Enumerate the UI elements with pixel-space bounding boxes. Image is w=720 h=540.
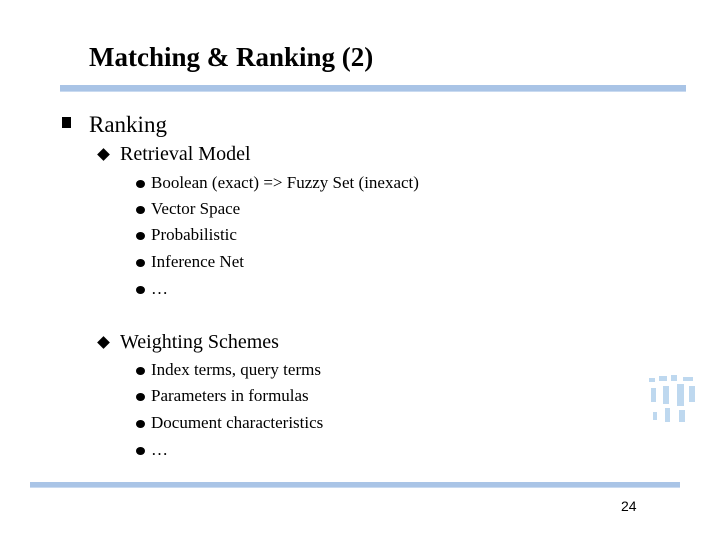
list-item: Parameters in formulas [151, 386, 309, 405]
section-weighting-schemes: Weighting Schemes [120, 331, 279, 353]
round-bullet-icon [136, 180, 145, 188]
outline-top-item: Ranking [89, 112, 167, 137]
slide-title: Matching & Ranking (2) [89, 42, 374, 72]
footer-divider [30, 482, 680, 488]
list-item: Vector Space [151, 199, 241, 218]
list-item: … [151, 440, 168, 459]
round-bullet-icon [136, 367, 145, 375]
diamond-bullet-icon [97, 336, 110, 349]
square-bullet-icon [62, 117, 71, 128]
list-item: Index terms, query terms [151, 360, 321, 379]
round-bullet-icon [136, 420, 145, 428]
round-bullet-icon [136, 286, 145, 294]
section-retrieval-model: Retrieval Model [120, 143, 251, 165]
watermark-logo-icon [643, 372, 703, 428]
list-item: Document characteristics [151, 413, 324, 432]
round-bullet-icon [136, 206, 145, 214]
list-item: … [151, 279, 168, 298]
list-item: Inference Net [151, 252, 244, 271]
list-item: Boolean (exact) => Fuzzy Set (inexact) [151, 173, 419, 192]
page-number: 24 [621, 498, 637, 514]
round-bullet-icon [136, 232, 145, 240]
list-item: Probabilistic [151, 225, 237, 244]
title-divider [60, 85, 686, 92]
round-bullet-icon [136, 259, 145, 267]
round-bullet-icon [136, 393, 145, 401]
round-bullet-icon [136, 447, 145, 455]
diamond-bullet-icon [97, 148, 110, 161]
